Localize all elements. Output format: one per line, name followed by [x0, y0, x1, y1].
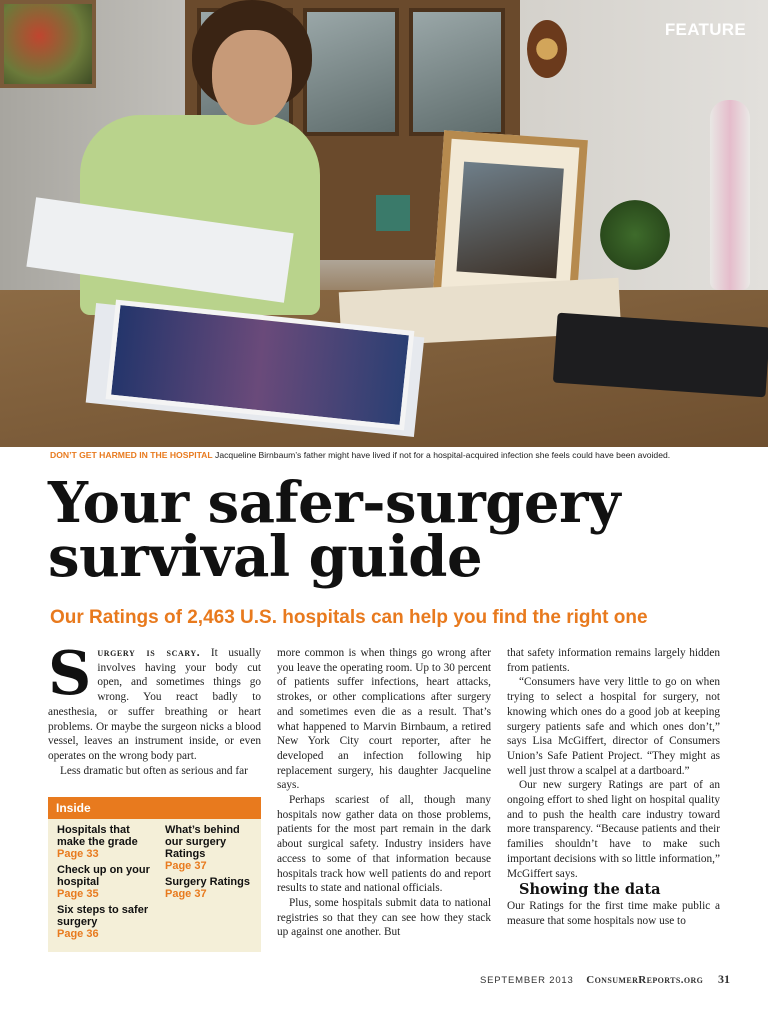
caption-text: Jacqueline Birnbaum’s father might have lived if not for a hospital-acquired infection she feels could have been avoided. — [215, 450, 671, 460]
cabinet-glass-middle — [303, 8, 399, 136]
paragraph-text: It usually involves having your body cut open, and sometimes things go wrong. You react badly to anesthesia, or suffer breathing or heart problems. Or maybe the surgeon nicks a blood vessel, leaves an instrument inside, or even operates on the wrong body part. — [48, 647, 262, 762]
page-footer — [480, 972, 730, 987]
book-on-shelf — [376, 195, 410, 231]
inside-item-title: Hospitals that make the grade — [57, 824, 138, 848]
house-plant — [600, 200, 670, 270]
paragraph: that safety information remains largely hidden from patients. — [507, 647, 720, 674]
body-column-1 — [48, 639, 262, 778]
inside-item[interactable] — [57, 824, 157, 860]
glass-candle-holder — [710, 100, 750, 290]
inside-item-title: Six steps to safer surgery — [57, 904, 149, 928]
paragraph: Our Ratings for the first time make public a measure that some hospitals now use to — [507, 900, 720, 927]
lead-in: urgery is scary. — [97, 647, 201, 659]
issue-date: SEPTEMBER 2013 — [480, 975, 574, 986]
photo-caption — [50, 449, 750, 461]
paragraph: Perhaps scariest of all, though many hospitals now gather data on those problems, patients for the most part remain in the dark about surgical safety. Industry insiders have access to some of that information because hospitals track how well patients do and report results to state and national officials. — [277, 794, 491, 895]
inside-item-title: What’s behind our surgery Ratings — [165, 824, 240, 860]
site-name[interactable]: ConsumerReports.org — [586, 974, 704, 986]
section-subhead: Showing the data — [519, 881, 661, 899]
hero-photo — [0, 0, 768, 447]
framed-photo — [456, 162, 563, 279]
paragraph: Our new surgery Ratings are part of an ongoing effort to shed light on hospital quality and to push the health care industry toward more transparency. “Because patients and their families shouldn’t have to make such important decisions with so little information,” McGiffert says. — [507, 779, 720, 880]
inside-column-right — [165, 824, 257, 904]
page-number: 31 — [717, 972, 730, 986]
woman-face — [212, 30, 292, 125]
inside-item-page: Page 35 — [57, 888, 99, 900]
inside-item[interactable] — [57, 864, 157, 900]
decorative-plate — [527, 20, 567, 78]
inside-column-left — [57, 824, 157, 944]
paragraph: more common is when things go wrong after you leave the operating room. Up to 30 percent of patients suffer infections, heart attacks, strokes, or other complications after surgery and sometimes even die as a result. That’s what happened to Marvin Birnbaum, a retired New York City court reporter, after he developed an infection following hip replacement surgery, his daughter Jacqueline says. — [277, 647, 491, 792]
paragraph: “Consumers have very little to go on when trying to select a hospital for surgery, not knowing which ones do a good job at keeping surgery patients safe and which ones don’t,” says Lisa McGiffert, director of Consumers Union’s Safe Patient Project. “They might as well just throw a scalpel at a dartboard.” — [507, 676, 720, 777]
paragraph: Plus, some hospitals submit data to national registries so that they can see how they stack up against one another. But — [277, 896, 491, 939]
wall-painting — [0, 0, 96, 88]
black-photo-album — [553, 313, 768, 398]
inside-item-title: Check up on your hospital — [57, 864, 150, 888]
inside-box — [48, 797, 261, 952]
drop-cap: S — [48, 639, 92, 709]
body-column-2 — [277, 646, 491, 940]
inside-item[interactable] — [165, 876, 257, 900]
paragraph: Less dramatic but often as serious and far — [60, 764, 248, 777]
inside-heading: Inside — [48, 797, 261, 819]
inside-item[interactable] — [57, 904, 157, 940]
article-headline: Your safer-surgery survival guide — [48, 470, 621, 590]
paragraph — [48, 639, 262, 764]
inside-item-page: Page 37 — [165, 860, 207, 872]
section-label: FEATURE — [664, 20, 746, 39]
inside-item-page: Page 33 — [57, 848, 99, 860]
article-dek: Our Ratings of 2,463 U.S. hospitals can help you find the right one — [50, 607, 648, 628]
caption-label: DON’T GET HARMED IN THE HOSPITAL — [50, 450, 213, 460]
inside-item-page: Page 37 — [165, 888, 207, 900]
inside-item-title: Surgery Ratings — [165, 876, 250, 888]
inside-item-page: Page 36 — [57, 928, 99, 940]
body-column-3 — [507, 646, 720, 929]
cabinet-glass-right — [409, 8, 505, 136]
inside-item[interactable] — [165, 824, 257, 872]
